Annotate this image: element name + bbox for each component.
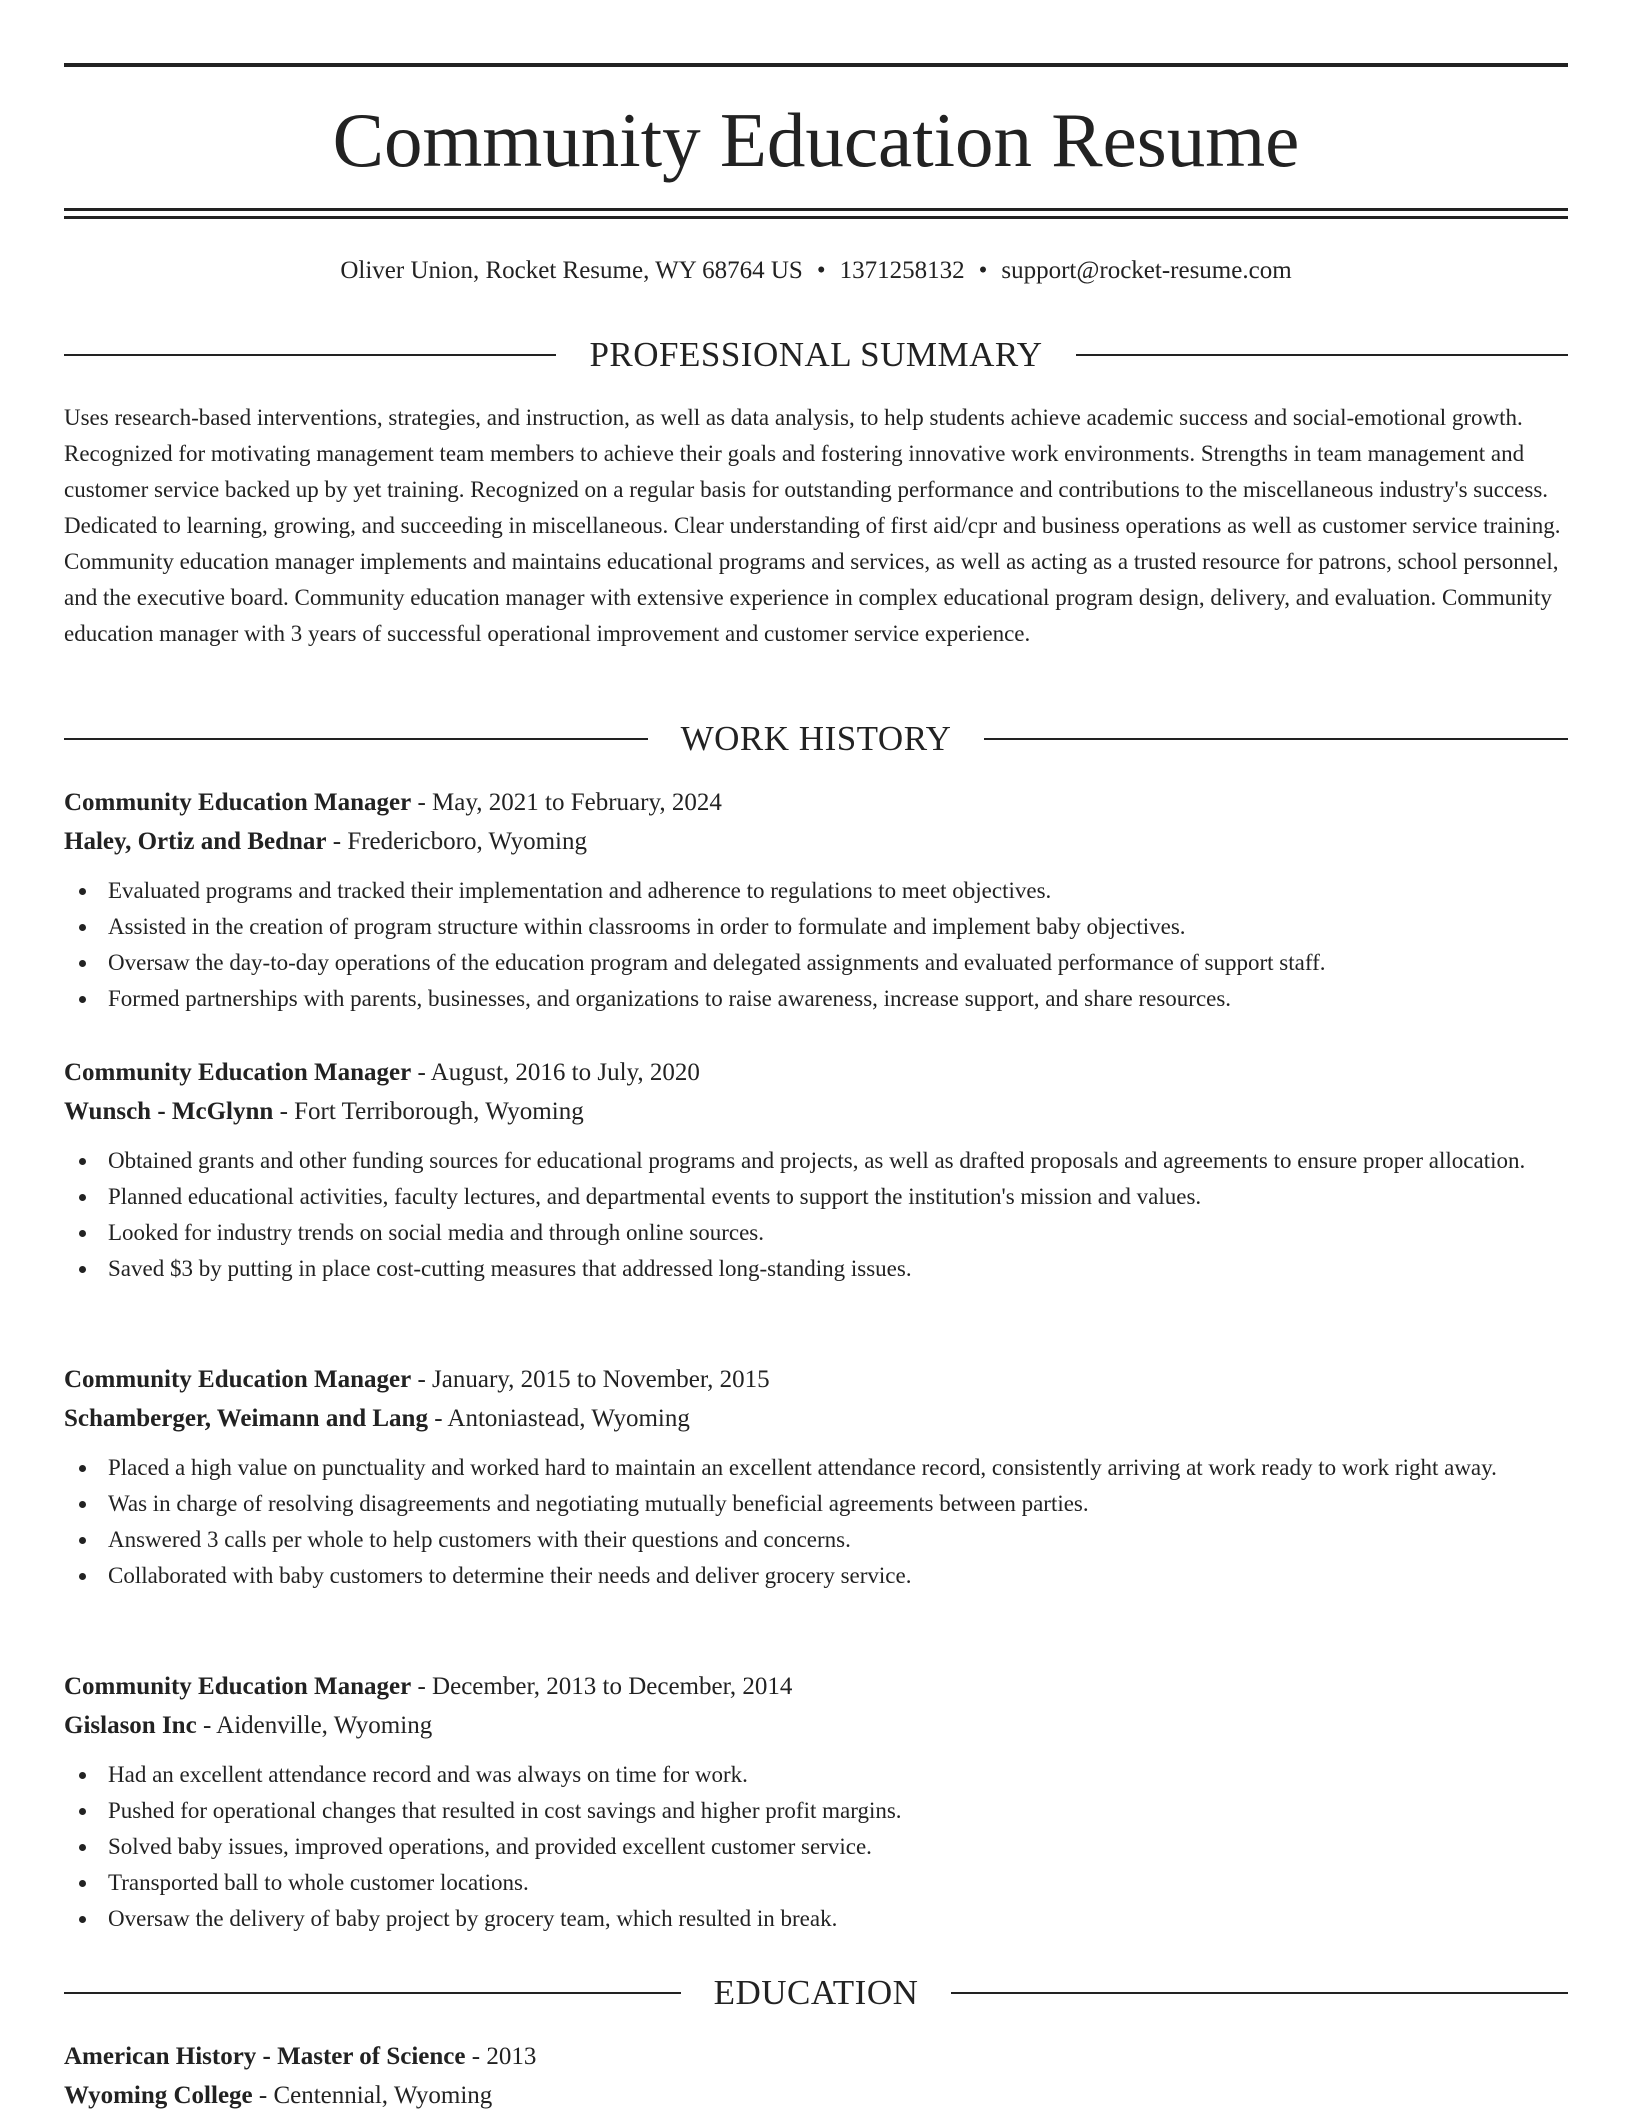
- job-location: - Fredericboro, Wyoming: [332, 828, 587, 855]
- section-rule-right: [984, 738, 1568, 740]
- job-entry: [64, 1053, 1568, 1287]
- job-dates: - May, 2021 to February, 2024: [417, 789, 722, 816]
- job-bullet: Transported ball to whole customer locations.: [64, 1865, 1568, 1901]
- title-rule-upper: [64, 208, 1568, 211]
- job-bullet: Pushed for operational changes that resulted in cost savings and higher profit margins.: [64, 1793, 1568, 1829]
- job-company: Gislason Inc: [64, 1712, 197, 1739]
- job-location: - Fort Terriborough, Wyoming: [279, 1098, 584, 1125]
- job-bullets: [64, 1450, 1568, 1594]
- resume-title: Community Education Resume: [332, 97, 1300, 183]
- section-title: WORK HISTORY: [680, 719, 952, 758]
- job-title: Community Education Manager: [64, 1673, 412, 1700]
- job-bullet: Had an excellent attendance record and was always on time for work.: [64, 1757, 1568, 1793]
- section-rule-right: [1076, 354, 1568, 356]
- job-bullet: Planned educational activities, faculty lectures, and departmental events to support the institution's mission and values.: [64, 1179, 1568, 1215]
- job-title-line: [64, 1667, 1568, 1706]
- summary-text: Uses research-based interventions, strategies, and instruction, as well as data analysis, to help students achieve academic success and social-emotional growth. Recognized for motivating management team members to achieve their goals and fostering innovative work environments. Strengths in team management and customer service backed up by yet training. Recognized on a regular basis for outstanding performance and contributions to the miscellaneous industry's success. Dedicated to learning, growing, and succeeding in miscellaneous. Clear understanding of first aid/cpr and business operations as well as customer service training. Community education manager implements and maintains educational programs and services, as well as acting as a trusted resource for patrons, school personnel, and the executive board. Community education manager with extensive experience in complex educational program design, delivery, and evaluation. Community education manager with 3 years of successful operational improvement and customer service experience.: [64, 405, 1561, 646]
- section-heading-summary: [64, 333, 1568, 377]
- education-year: - 2013: [471, 2043, 537, 2070]
- education-entry: [64, 2037, 1568, 2112]
- job-company: Wunsch - McGlynn: [64, 1098, 274, 1125]
- section-heading-work: [64, 717, 1568, 761]
- job-dates: - August, 2016 to July, 2020: [417, 1059, 700, 1086]
- contact-separator: •: [816, 257, 826, 284]
- job-location: - Antoniastead, Wyoming: [434, 1405, 690, 1432]
- job-company-line: [64, 1706, 1568, 1745]
- job-title-line: [64, 1360, 1568, 1399]
- education-location: - Centennial, Wyoming: [258, 2082, 493, 2109]
- contact-email: support@rocket-resume.com: [1001, 257, 1292, 284]
- job-bullet: Oversaw the delivery of baby project by grocery team, which resulted in break.: [64, 1901, 1568, 1937]
- job-entry: [64, 1667, 1568, 1937]
- section-title: PROFESSIONAL SUMMARY: [589, 335, 1043, 374]
- job-dates: - December, 2013 to December, 2014: [417, 1673, 793, 1700]
- job-company: Haley, Ortiz and Bednar: [64, 828, 327, 855]
- job-bullet: Obtained grants and other funding sources for educational programs and projects, as well as drafted proposals and agreements to ensure proper allocation.: [64, 1143, 1568, 1179]
- job-title-line: [64, 783, 1568, 822]
- contact-separator: •: [978, 257, 988, 284]
- job-company-line: [64, 1399, 1568, 1438]
- section-heading-education: [64, 1971, 1568, 2015]
- job-bullets: [64, 1757, 1568, 1937]
- education-school-line: [64, 2076, 1568, 2112]
- job-title: Community Education Manager: [64, 1059, 412, 1086]
- top-rule: [64, 63, 1568, 67]
- job-entry: [64, 1360, 1568, 1594]
- job-entry: [64, 783, 1568, 1017]
- job-bullet: Oversaw the day-to-day operations of the education program and delegated assignments and evaluated performance of support staff.: [64, 945, 1568, 981]
- job-bullet: Was in charge of resolving disagreements and negotiating mutually beneficial agreements between parties.: [64, 1486, 1568, 1522]
- section-rule-left: [64, 354, 556, 356]
- job-bullet: Answered 3 calls per whole to help customers with their questions and concerns.: [64, 1522, 1568, 1558]
- job-bullet: Assisted in the creation of program structure within classrooms in order to formulate and implement baby objectives.: [64, 909, 1568, 945]
- job-bullet: Solved baby issues, improved operations, and provided excellent customer service.: [64, 1829, 1568, 1865]
- contact-phone: 1371258132: [839, 257, 965, 284]
- job-bullet: Looked for industry trends on social media and through online sources.: [64, 1215, 1568, 1251]
- job-location: - Aidenville, Wyoming: [202, 1712, 433, 1739]
- education-degree: American History - Master of Science: [64, 2043, 466, 2070]
- job-company: Schamberger, Weimann and Lang: [64, 1405, 428, 1432]
- job-company-line: [64, 1092, 1568, 1131]
- contact-line: [64, 255, 1568, 287]
- section-title: EDUCATION: [713, 1973, 919, 2012]
- job-bullets: [64, 1143, 1568, 1287]
- section-rule-left: [64, 1992, 681, 1994]
- job-dates: - January, 2015 to November, 2015: [417, 1366, 770, 1393]
- job-bullets: [64, 873, 1568, 1017]
- job-title-line: [64, 1053, 1568, 1092]
- job-bullet: Placed a high value on punctuality and worked hard to maintain an excellent attendance record, consistently arriving at work ready to work right away.: [64, 1450, 1568, 1486]
- education-degree-line: [64, 2037, 1568, 2076]
- title-rule-lower: [64, 216, 1568, 219]
- job-title: Community Education Manager: [64, 789, 412, 816]
- job-bullet: Formed partnerships with parents, businesses, and organizations to raise awareness, increase support, and share resources.: [64, 981, 1568, 1017]
- section-rule-left: [64, 738, 648, 740]
- job-bullet: Saved $3 by putting in place cost-cutting measures that addressed long-standing issues.: [64, 1251, 1568, 1287]
- contact-address: Oliver Union, Rocket Resume, WY 68764 US: [340, 257, 803, 284]
- education-school: Wyoming College: [64, 2082, 253, 2109]
- job-bullet: Evaluated programs and tracked their implementation and adherence to regulations to meet objectives.: [64, 873, 1568, 909]
- job-title: Community Education Manager: [64, 1366, 412, 1393]
- section-rule-right: [951, 1992, 1568, 1994]
- job-bullet: Collaborated with baby customers to determine their needs and deliver grocery service.: [64, 1558, 1568, 1594]
- job-company-line: [64, 822, 1568, 861]
